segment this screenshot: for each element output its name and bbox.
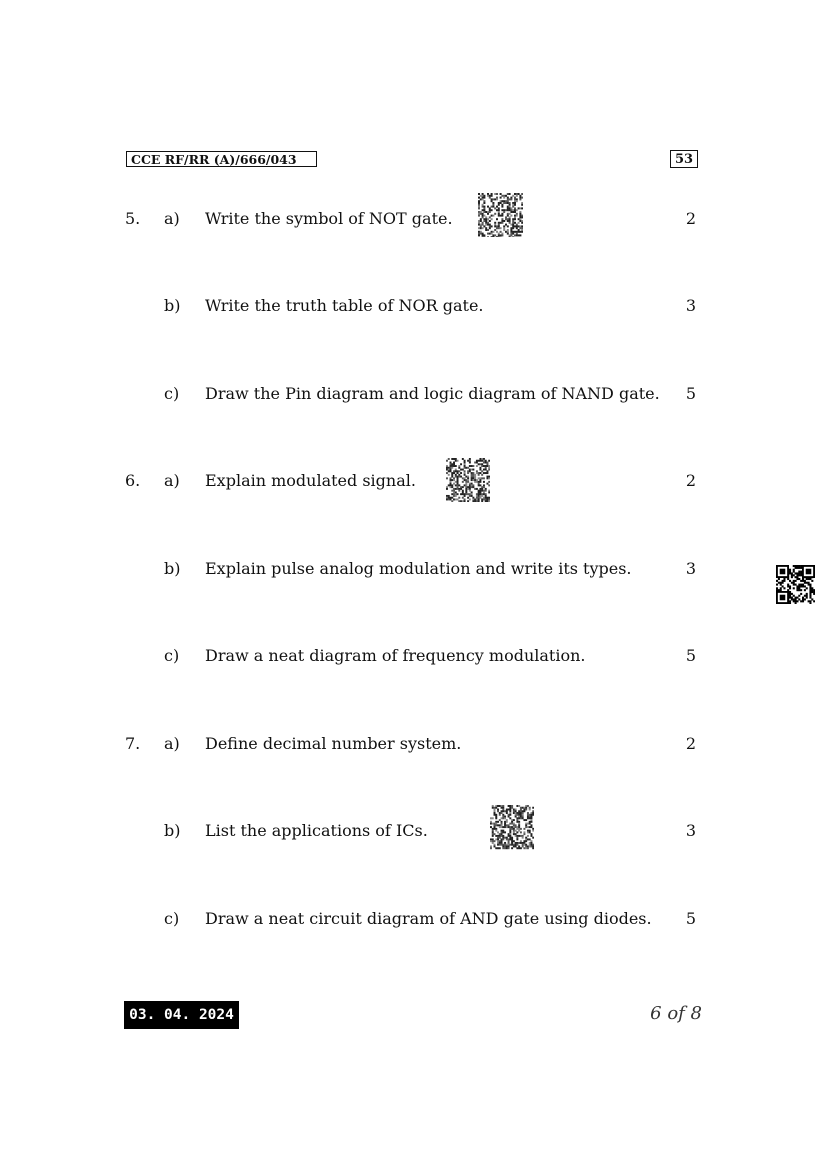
part-label: a) <box>164 734 180 753</box>
part-label: c) <box>164 646 180 665</box>
marks: 5 <box>685 384 696 403</box>
question-text: Define decimal number system. <box>205 734 462 753</box>
part-label: b) <box>164 559 181 578</box>
marks: 2 <box>685 471 696 490</box>
question-text: Write the truth table of NOR gate. <box>205 296 484 315</box>
page-code-box: 53 <box>670 150 698 168</box>
question-text: Write the symbol of NOT gate. <box>205 209 453 228</box>
marks: 5 <box>685 909 696 928</box>
marks: 5 <box>685 646 696 665</box>
question-number: 7. <box>125 734 141 753</box>
marks: 3 <box>685 559 696 578</box>
part-label: c) <box>164 909 180 928</box>
question-text: Draw a neat circuit diagram of AND gate using diodes. <box>205 909 652 928</box>
part-label: c) <box>164 384 180 403</box>
paper-code: CCE RF/RR (A)/666/043 <box>126 151 317 167</box>
part-label: b) <box>164 296 181 315</box>
qr-code-icon <box>776 565 815 604</box>
qr-code-icon <box>478 193 523 237</box>
part-label: a) <box>164 209 180 228</box>
page-number: 6 of 8 <box>650 1003 702 1024</box>
marks: 3 <box>685 296 696 315</box>
marks: 3 <box>685 821 696 840</box>
question-number: 6. <box>125 471 141 490</box>
marks: 2 <box>685 734 696 753</box>
part-label: b) <box>164 821 181 840</box>
question-text: Explain modulated signal. <box>205 471 416 490</box>
marks: 2 <box>685 209 696 228</box>
qr-code-icon <box>490 805 534 850</box>
question-number: 5. <box>125 209 141 228</box>
question-text: Explain pulse analog modulation and write its types. <box>205 559 632 578</box>
exam-date-badge: 03. 04. 2024 <box>124 1001 239 1029</box>
question-text: List the applications of ICs. <box>205 821 428 840</box>
part-label: a) <box>164 471 180 490</box>
question-text: Draw the Pin diagram and logic diagram of NAND gate. <box>205 384 660 403</box>
qr-code-icon <box>446 458 490 502</box>
question-text: Draw a neat diagram of frequency modulation. <box>205 646 586 665</box>
